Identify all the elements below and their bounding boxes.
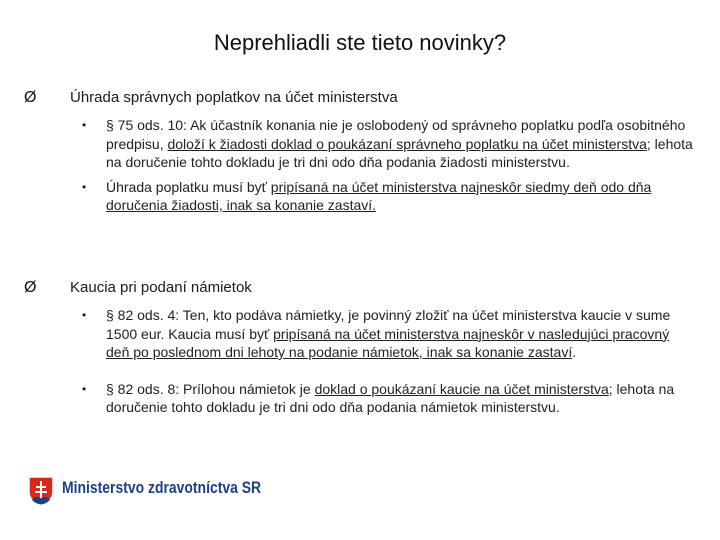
item-underlined: doloží k žiadosti doklad o poukázaní správneho poplatku na účet ministerstva xyxy=(167,135,647,152)
page-title: Neprehliadli ste tieto novinky? xyxy=(213,30,507,55)
arrow-bullet-icon: Ø xyxy=(24,89,37,106)
section-heading xyxy=(24,278,694,298)
heading-text: Úhrada správnych poplatkov na účet ministerstva xyxy=(70,89,398,106)
item-underlined: pripísaná na účet ministerstva najneskôr siedmy deň odo dňa doručenia žiadosti, inak sa konanie zastaví. xyxy=(106,178,652,213)
item-underlined: pripísaná na účet ministerstva najneskôr v nasledujúci pracovný deň po poslednom dni lehoty na podanie námietok, inak sa konanie zastaví xyxy=(106,325,670,360)
item-text-end: ; lehota na doručenie tohto dokladu je tri dni odo dňa podania žiadosti ministerstvu. xyxy=(106,135,693,170)
bullet-icon: • xyxy=(82,308,87,322)
bullet-icon: • xyxy=(82,179,87,194)
item-text: Úhrada poplatku musí byť xyxy=(106,178,271,195)
section-fees xyxy=(24,88,694,215)
section-deposit xyxy=(24,278,694,417)
bullet-icon: • xyxy=(82,118,87,132)
heading-text: Kaucia pri podaní námietok xyxy=(70,279,252,296)
item-text: § 82 ods. 4: Ten, kto podáva námietky, je povinný zložiť na účet ministerstva kaucie v sume 1500 eur. Kaucia musí byť xyxy=(106,307,671,342)
item-text-end: . xyxy=(572,344,577,360)
item-underlined: doklad o poukázaní kaucie na účet ministerstva xyxy=(314,380,609,397)
item-text-end: ; lehota na doručenie tohto dokladu je tri dni odo dňa podania námietok ministerstvu. xyxy=(106,380,675,415)
list-item xyxy=(24,380,694,417)
item-text: § 82 ods. 8: Prílohou námietok je xyxy=(106,380,315,397)
slovak-coat-of-arms-icon xyxy=(28,476,54,506)
bullet-icon: • xyxy=(82,381,87,396)
list-item xyxy=(24,306,694,362)
list-item xyxy=(24,116,694,172)
item-text: § 75 ods. 10: Ak účastník konania nie je oslobodený od správneho poplatku podľa osobitného predpisu, xyxy=(106,117,686,152)
section-heading xyxy=(24,88,694,108)
arrow-bullet-icon: Ø xyxy=(24,279,37,296)
logo-text: Ministerstvo zdravotníctva SR xyxy=(62,478,262,497)
list-item xyxy=(24,178,694,215)
